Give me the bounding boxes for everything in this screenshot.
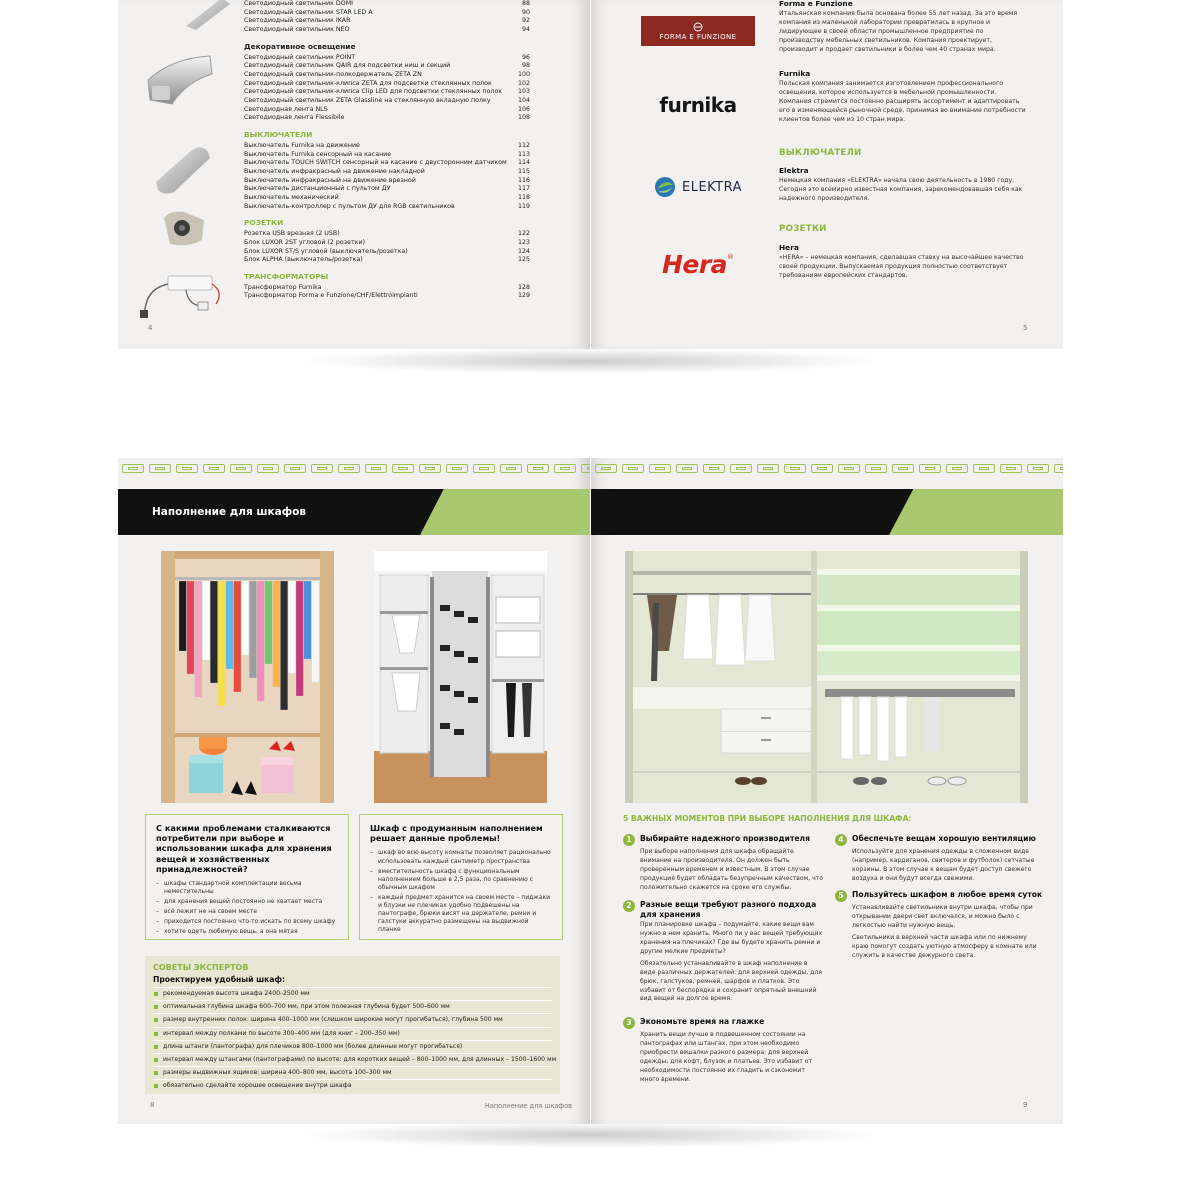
index-row	[244, 54, 530, 63]
index-row	[244, 284, 530, 293]
problem-item: – приходится постоянно что-то искать по всему шкафу	[156, 918, 338, 926]
furnika-logo-text: furnika	[659, 93, 737, 117]
index-row	[244, 248, 530, 257]
solution-item: – каждый предмет хранится на своем месте – пиджаки и блузки не плечиках удобно подвешены на пантографе, брюки висят на держателе, ремни и галстуки аккуратно размещены на выдвижной планке	[370, 894, 552, 934]
step-heading	[623, 1017, 823, 1029]
pattern-tile	[676, 464, 698, 473]
step-item	[623, 834, 823, 896]
index-row	[244, 106, 530, 115]
index-page-number: 88	[521, 0, 530, 7]
index-section-heading: РОЗЕТКИ	[244, 218, 284, 228]
step-title: Разные вещи требуют разного подхода для хранения	[640, 900, 817, 919]
step-item	[835, 834, 1045, 887]
index-row	[244, 97, 530, 106]
led-light-thumbnail	[178, 0, 234, 32]
step-heading	[835, 834, 1045, 846]
tip-item: размеры выдвижных ящиков: ширина 400–800 мм, высота 100–300 мм	[153, 1066, 552, 1079]
switch-thumbnail	[152, 144, 216, 196]
index-row	[244, 168, 530, 177]
pattern-tile	[554, 464, 576, 473]
header-band-green	[420, 489, 590, 535]
pattern-tile	[122, 464, 144, 473]
index-label: Выключатель инфракрасный на движение врезной	[244, 176, 416, 184]
spread-index	[118, 0, 1063, 349]
pattern-tile	[473, 464, 495, 473]
index-row	[244, 230, 530, 239]
pattern-tile	[892, 464, 914, 473]
pattern-tile	[757, 464, 779, 473]
problem-item: – шкафы стандартной комплектации весьма неместительны	[156, 880, 338, 896]
solution-box	[359, 814, 563, 940]
pattern-tile	[419, 464, 441, 473]
brand-description: Польская компания занимается изготовлением профессионального освещения, которое используется в мебельной промышленности. Компания стремится постоянно расширять ассортимент и адаптировать его в изменяющейся рыночной среде, принимая во внимание потребности клиентов более чем из 10 стран мира.	[779, 79, 1026, 123]
spread-wardrobe	[118, 458, 1063, 1124]
pattern-tile	[811, 464, 833, 473]
pattern-tile	[649, 464, 671, 473]
index-page-number: 125	[517, 256, 530, 264]
spread-shadow	[300, 348, 881, 374]
forma-e-funzione-mark-icon	[693, 22, 703, 32]
index-page-number: 96	[521, 53, 530, 61]
step-number-badge: 3	[623, 1017, 635, 1029]
forma-e-funzione-logo	[641, 16, 755, 46]
page-number-right: 5	[1023, 324, 1028, 332]
index-label: Светодиодный светильник-клипса ZETA для подсветки стеклянных полок	[244, 79, 492, 87]
pattern-tile	[284, 464, 306, 473]
socket-thumbnail	[158, 208, 210, 248]
brand-elektra	[779, 167, 1029, 204]
tip-item: размер внутренних полок: ширина 400–1000 мм (слишком широкие могут прогибаться), глубина 500 мм	[153, 1013, 552, 1026]
step-number-badge: 2	[623, 900, 635, 912]
index-row	[244, 203, 530, 212]
elektra-logo-text: ELEKTRA	[681, 179, 743, 195]
page-wardrobe-left	[118, 458, 590, 1124]
pattern-tile	[149, 464, 171, 473]
transformer-thumbnail	[136, 270, 232, 320]
step-text: Светильники в верхней части шкафа или по нижнему краю помогут создать уютную атмосферу в комнате или служить в качестве дежурного света.	[852, 933, 1037, 959]
index-label: Светодиодная лента Flessibile	[244, 114, 345, 122]
elektra-logo	[639, 172, 757, 202]
problems-box	[145, 814, 349, 940]
index-row	[244, 88, 530, 97]
furnika-logo	[639, 90, 757, 120]
index-row	[244, 0, 530, 9]
index-page-number: 112	[517, 141, 530, 149]
index-label: Блок LUXOR 2ST угловой (2 розетки)	[244, 238, 366, 246]
index-row	[244, 256, 530, 265]
pattern-tile	[1000, 464, 1022, 473]
pattern-tile	[703, 464, 725, 473]
index-label: Выключатель Furnika на движение	[244, 141, 360, 149]
pattern-tile	[838, 464, 860, 473]
pattern-tile	[946, 464, 968, 473]
solution-title: Шкаф с продуманным наполнением решает данные проблемы!	[370, 823, 543, 844]
hera-logo-text: Hera	[661, 249, 728, 279]
page-number-left: 8	[150, 1101, 155, 1109]
step-text: Устанавливайте светильники внутри шкафа, чтобы при открывании двери свет включался, и можно было с легкостью найти нужную вещь.	[852, 904, 1033, 929]
index-page-number: 108	[517, 114, 530, 122]
step-text: При выборе наполнения для шкафа обращайте внимание на производителя. Он должен быть проверенным временем и известным. В этом случае продукция будет обладать безупречным качеством, что положительно скажется на сроке его службы.	[640, 848, 823, 891]
index-row	[244, 142, 530, 151]
index-page-number: 114	[517, 159, 530, 167]
pattern-tile	[581, 464, 590, 473]
spread-shadow	[300, 1122, 881, 1148]
index-page-number: 92	[521, 17, 530, 25]
brand-description: Немецкая компания «ELEKTRA» начала свою деятельность в 1980 году. Сегодня это всемирно известная компания, зарекомендовавшая себя как надежного производителя.	[779, 176, 1023, 202]
index-page-number: 100	[517, 70, 530, 78]
index-page-number: 90	[521, 8, 530, 16]
index-page-number: 129	[517, 292, 530, 300]
step-heading	[623, 900, 823, 919]
decorative-pattern	[591, 464, 1063, 476]
index-row	[244, 292, 530, 301]
pattern-tile	[622, 464, 644, 473]
solution-item: – шкаф во всю высоту комнаты позволяет рационально использовать каждый сантиметр пространства	[370, 849, 552, 865]
index-list	[244, 0, 530, 301]
index-page-number: 113	[517, 150, 530, 158]
problems-title: С какими проблемами сталкиваются потребители при выборе и использовании шкафа для хранения вещей и хозяйственных принадлежностей?	[156, 823, 332, 874]
index-section-heading: ТРАНСФОРМАТОРЫ	[244, 271, 329, 281]
index-label: Выключатель механический	[244, 194, 339, 202]
step-heading	[623, 834, 823, 846]
header-band-green	[889, 489, 1063, 535]
page-index	[118, 0, 590, 349]
index-page-number: 124	[517, 247, 530, 255]
step-text: Используйте для хранения одежды в сложенном виде (например, кардиганов, свитеров и футболок) сетчатые корзины. В этом случае к вещам будет доступ свежего воздуха и они будут всегда свежими.	[852, 848, 1035, 882]
switches-heading: ВЫКЛЮЧАТЕЛИ	[779, 148, 862, 158]
page-brands	[591, 0, 1063, 349]
solution-item: – вместительность шкафа с функциональным наполнением больше в 2,5 раза, по сравнению с обычным шкафом	[370, 868, 552, 892]
index-row	[244, 151, 530, 160]
index-page-number: 106	[517, 105, 530, 113]
step-item	[623, 900, 823, 1007]
page-number-left: 4	[148, 324, 153, 332]
index-label: Светодиодный светильник QAIR для подсветки ниш и секций	[244, 62, 451, 70]
forma-e-funzione-logo-text: FORMA E FUNZIONE	[659, 32, 737, 41]
five-points-title: 5 ВАЖНЫХ МОМЕНТОВ ПРИ ВЫБОРЕ НАПОЛНЕНИЯ ДЛЯ ШКАФА:	[623, 814, 912, 823]
pattern-tile	[865, 464, 887, 473]
pattern-tile	[338, 464, 360, 473]
pattern-tile	[595, 464, 617, 473]
tip-item: интервал между штангами (пантографами) по высоте: для коротких вещей – 800–1000 мм, для длинных – 1500–1600 мм	[153, 1053, 552, 1066]
index-label: Светодиодный светильник DOMI	[244, 0, 353, 7]
index-label: Светодиодный светильник IKAR	[244, 17, 351, 25]
brand-description: Итальянская компания была основана более 55 лет назад. За это время компания из маленькой лаборатории превратилась в крупное и лидирующее в своей области промышленное предприятие по производству мебельных светильников. Компания проектирует, производит и продает светильники в более чем 40 странах мира.	[779, 9, 1018, 53]
step-item	[623, 1017, 823, 1087]
problem-item: – хотите одеть любимую вещь, а она мятая	[156, 928, 338, 936]
index-label: Светодиодный светильник ZETA Glassline на стеклянную вкладную полку	[244, 97, 491, 105]
index-label: Блок ALPHA (выключатель/розетка)	[244, 256, 363, 264]
index-page-number: 94	[521, 26, 530, 34]
decorative-pattern	[118, 464, 590, 476]
step-title: Обеспечьте вещам хорошую вентиляцию	[852, 834, 1036, 843]
tips-title: СОВЕТЫ ЭКСПЕРТОВ	[153, 963, 249, 972]
index-label: Трансформатор Furnika	[244, 283, 322, 291]
index-row	[244, 62, 530, 71]
pattern-tile	[1027, 464, 1049, 473]
step-heading	[835, 890, 1045, 902]
pattern-tile	[176, 464, 198, 473]
index-row	[244, 114, 530, 123]
index-row	[244, 71, 530, 80]
lit-wardrobe-photo	[625, 551, 1028, 803]
pattern-tile	[365, 464, 387, 473]
expert-tips	[145, 956, 560, 1094]
index-label: Светодиодный светильник POINT	[244, 53, 356, 61]
pattern-tile	[1054, 464, 1063, 473]
index-page-number: 118	[517, 194, 530, 202]
tip-item: рекомендуемая высота шкафа 2400–2500 мм	[153, 987, 552, 1000]
index-label: Трансформатор Forma e Funzione/CHF/Elettroimpianti	[244, 292, 418, 300]
brand-description: «HERA» – немецкая компания, сделавшая ставку на высочайшее качество своей продукции. Выпускаемая продукция полностью соответствует требованиям европейских стандартов.	[779, 253, 1024, 279]
index-page-number: 116	[517, 176, 530, 184]
tip-item: обязательно сделайте хорошее освещение внутри шкафа	[153, 1079, 552, 1092]
pattern-tile	[527, 464, 549, 473]
step-text: Хранить вещи лучше в подвешенном состоянии на пантографах или штангах, при этом необходимо приобрести вешалки разного размера: для верхней одежды, для кофт, блузок и платьев. Это избавит от необходимости постоянно их гладить и сэкономит много времени.	[640, 1031, 813, 1083]
brand-name: Forma e Funzione	[779, 0, 853, 8]
index-row	[244, 194, 530, 203]
step-title: Экономьте время на глажке	[640, 1017, 765, 1026]
pattern-tile	[203, 464, 225, 473]
index-page-number: 128	[517, 283, 530, 291]
problem-item: – всё лежит не на своем месте	[156, 908, 338, 916]
index-page-number: 103	[517, 88, 530, 96]
index-row	[244, 185, 530, 194]
index-label: Выключатель-контроллер с пультом ДУ для RGB светильников	[244, 202, 455, 210]
index-page-number: 122	[517, 230, 530, 238]
index-page-number: 119	[517, 202, 530, 210]
index-row	[244, 239, 530, 248]
brand-forma	[779, 0, 1029, 54]
step-text: При планировке шкафа – подумайте, какие вещи вам нужно в нем хранить. Много ли у вас вещей требующих хранения на плечиках? Где вы будете хранить ремни и другие мелкие предметы?	[640, 921, 823, 955]
brand-name: Furnika	[779, 69, 811, 78]
index-page-number: 102	[517, 79, 530, 87]
index-row	[244, 26, 530, 35]
hera-logo	[639, 247, 757, 281]
colorful-wardrobe-photo	[161, 551, 334, 803]
pattern-tile	[230, 464, 252, 473]
index-label: Выключатель TOUCH SWITCH сенсорный на касание с двусторонним датчиком	[244, 159, 507, 167]
problem-item: – для хранения вещей постоянно не хватает места	[156, 898, 338, 906]
step-number-badge: 5	[835, 890, 847, 902]
header-band-black	[591, 489, 913, 535]
index-label: Выключатель дистанционный с пультом ДУ	[244, 185, 391, 193]
pattern-tile	[311, 464, 333, 473]
step-title: Выбирайте надежного производителя	[640, 834, 810, 843]
index-section-heading: ВЫКЛЮЧАТЕЛИ	[244, 130, 313, 140]
walk-in-closet-photo	[374, 551, 547, 803]
index-page-number: 123	[517, 238, 530, 246]
tips-subtitle: Проектируем удобный шкаф:	[153, 975, 286, 984]
section-title: Наполнение для шкафов	[152, 506, 307, 518]
step-text: Обязательно устанавливайте в шкаф наполнение в виде различных держателей: для верхней одежды, для брюк, галстуков, ремней, шарфов и платков. Это избавит от беспорядка и сохранит опрятный внешний вид вещей на долгое время.	[640, 959, 823, 1003]
index-label: Светодиодный светильник STAR LED A	[244, 8, 373, 16]
step-number-badge: 1	[623, 834, 635, 846]
index-label: Светодиодная лента NLS	[244, 105, 328, 113]
page-wardrobe-right	[591, 458, 1063, 1124]
index-label: Блок LUXOR ST/S угловой (выключатель/розетка)	[244, 247, 408, 255]
pattern-tile	[392, 464, 414, 473]
sockets-heading: РОЗЕТКИ	[779, 224, 827, 234]
brand-name: Hera	[779, 243, 799, 252]
index-label: Светодиодный светильник NEO	[244, 26, 350, 34]
pattern-tile	[446, 464, 468, 473]
tip-item: оптимальная глубина шкафа 600–700 мм, при этом полезная глубина будет 500–600 мм	[153, 1000, 552, 1013]
pattern-tile	[257, 464, 279, 473]
hera-registered-mark: ®	[727, 253, 735, 261]
pattern-tile	[500, 464, 522, 473]
index-page-number: 104	[517, 97, 530, 105]
problems-list	[156, 880, 338, 937]
step-number-badge: 4	[835, 834, 847, 846]
elektra-mark-icon	[654, 176, 676, 198]
brand-furnika	[779, 70, 1029, 124]
step-item	[835, 890, 1045, 963]
pattern-tile	[919, 464, 941, 473]
pattern-tile	[784, 464, 806, 473]
index-section-heading: Декоративное освещение	[244, 41, 356, 51]
pattern-tile	[730, 464, 752, 473]
step-title: Пользуйтесь шкафом в любое время суток	[852, 890, 1043, 899]
index-row	[244, 17, 530, 26]
tip-item: длина штанги (пантографа) для плечиков 800–1000 мм (более длинные могут прогибаться)	[153, 1040, 552, 1053]
brand-name: Elektra	[779, 166, 809, 175]
page-number-right: 9	[1023, 1101, 1028, 1109]
index-page-number: 117	[517, 185, 530, 193]
tip-item: интервал между полками по высоте 300–400 мм (для книг – 200–350 мм)	[153, 1027, 552, 1040]
index-label: Выключатель инфракрасный на движение накладной	[244, 167, 425, 175]
solutions-list	[370, 849, 552, 934]
pattern-tile	[973, 464, 995, 473]
shelf-holder-thumbnail	[142, 52, 216, 114]
index-row	[244, 159, 530, 168]
brand-hera	[779, 244, 1029, 281]
index-label: Светодиодный светильник-полкодержатель ZETA ZN	[244, 70, 422, 78]
index-page-number: 98	[521, 62, 530, 70]
tips-list	[153, 987, 557, 1093]
index-label: Светодиодный светильник-клипса Clip LED для подсветки стеклянных полок	[244, 88, 503, 96]
index-label: Выключатель Furnika сенсорный на касание	[244, 150, 392, 158]
running-footer: Наполнение для шкафов	[484, 1102, 572, 1110]
index-page-number: 115	[517, 167, 530, 175]
index-label: Розетка USB врезная (2 USB)	[244, 230, 340, 238]
